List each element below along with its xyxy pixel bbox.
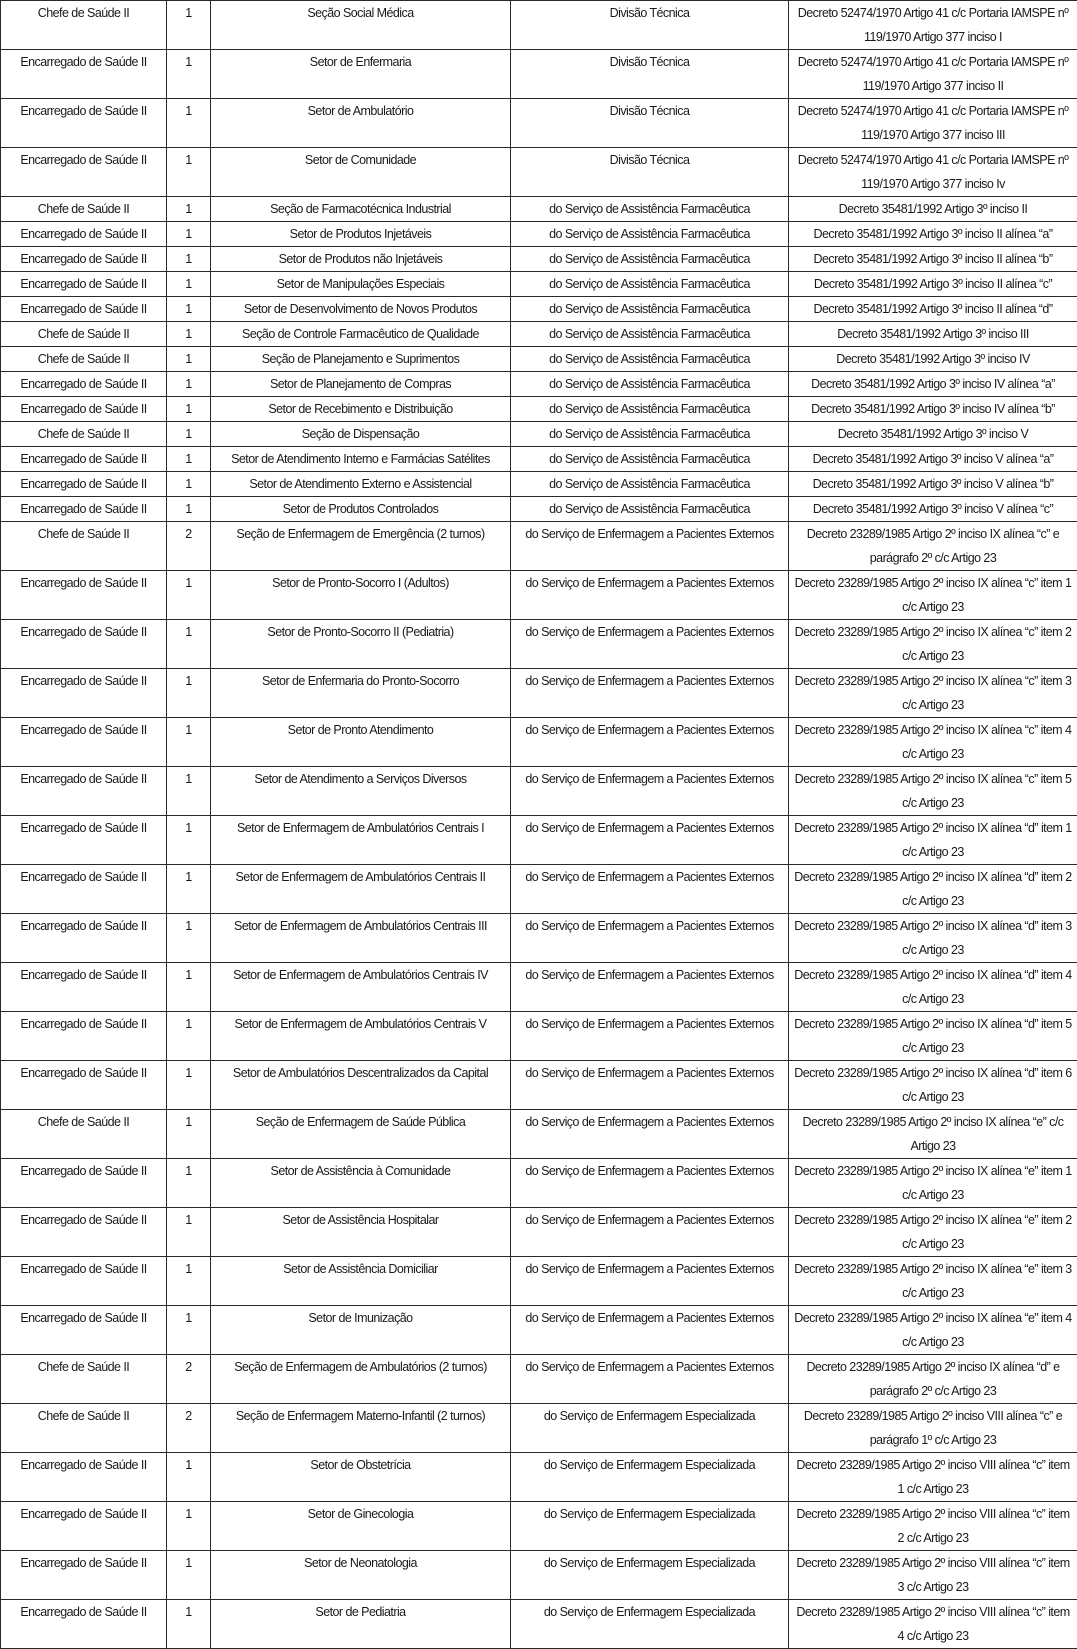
cell-quantidade: 1 bbox=[167, 620, 211, 669]
cell-unidade: Seção Social Médica bbox=[211, 1, 511, 50]
cell-base-legal: Decreto 35481/1992 Artigo 3º inciso IV alínea “b” bbox=[789, 397, 1077, 422]
cell-cargo: Encarregado de Saúde II bbox=[1, 1453, 167, 1502]
table-row bbox=[1, 50, 1077, 99]
cell-base-legal: Decreto 35481/1992 Artigo 3º inciso II alínea “b” bbox=[789, 247, 1077, 272]
cell-quantidade: 1 bbox=[167, 1257, 211, 1306]
cell-base-legal: Decreto 23289/1985 Artigo 2º inciso IX alínea “d” item 1 c/c Artigo 23 bbox=[789, 816, 1077, 865]
cell-quantidade: 1 bbox=[167, 148, 211, 197]
table-row bbox=[1, 963, 1077, 1012]
cell-quantidade: 1 bbox=[167, 1061, 211, 1110]
cell-quantidade: 1 bbox=[167, 865, 211, 914]
cell-base-legal: Decreto 23289/1985 Artigo 2º inciso IX alínea “c” item 5 c/c Artigo 23 bbox=[789, 767, 1077, 816]
cell-unidade: Seção de Enfermagem Materno-Infantil (2 turnos) bbox=[211, 1404, 511, 1453]
table-row bbox=[1, 99, 1077, 148]
cell-base-legal: Decreto 23289/1985 Artigo 2º inciso IX alínea “d” e parágrafo 2º c/c Artigo 23 bbox=[789, 1355, 1077, 1404]
cell-quantidade: 1 bbox=[167, 472, 211, 497]
cell-cargo: Encarregado de Saúde II bbox=[1, 1012, 167, 1061]
cell-cargo: Encarregado de Saúde II bbox=[1, 50, 167, 99]
cell-quantidade: 2 bbox=[167, 1355, 211, 1404]
cell-subordinacao: do Serviço de Assistência Farmacêutica bbox=[511, 397, 789, 422]
table-row bbox=[1, 272, 1077, 297]
cell-unidade: Setor de Imunização bbox=[211, 1306, 511, 1355]
table-row bbox=[1, 522, 1077, 571]
cell-subordinacao: do Serviço de Enfermagem a Pacientes Externos bbox=[511, 669, 789, 718]
cell-cargo: Encarregado de Saúde II bbox=[1, 1600, 167, 1649]
cell-base-legal: Decreto 35481/1992 Artigo 3º inciso V alínea “c” bbox=[789, 497, 1077, 522]
cell-subordinacao: do Serviço de Enfermagem a Pacientes Externos bbox=[511, 522, 789, 571]
cell-unidade: Setor de Enfermaria do Pronto-Socorro bbox=[211, 669, 511, 718]
table-row bbox=[1, 472, 1077, 497]
cell-cargo: Encarregado de Saúde II bbox=[1, 397, 167, 422]
cell-unidade: Setor de Enfermaria bbox=[211, 50, 511, 99]
cell-quantidade: 1 bbox=[167, 816, 211, 865]
cell-subordinacao: do Serviço de Assistência Farmacêutica bbox=[511, 197, 789, 222]
cell-base-legal: Decreto 52474/1970 Artigo 41 c/c Portaria IAMSPE nº 119/1970 Artigo 377 inciso III bbox=[789, 99, 1077, 148]
table-row bbox=[1, 222, 1077, 247]
cell-quantidade: 1 bbox=[167, 422, 211, 447]
cell-unidade: Seção de Enfermagem de Saúde Pública bbox=[211, 1110, 511, 1159]
cell-cargo: Encarregado de Saúde II bbox=[1, 963, 167, 1012]
cell-cargo: Encarregado de Saúde II bbox=[1, 816, 167, 865]
cell-subordinacao: do Serviço de Enfermagem Especializada bbox=[511, 1600, 789, 1649]
cell-cargo: Encarregado de Saúde II bbox=[1, 148, 167, 197]
cell-unidade: Setor de Pronto Atendimento bbox=[211, 718, 511, 767]
table-row bbox=[1, 1551, 1077, 1600]
cell-subordinacao: do Serviço de Enfermagem a Pacientes Externos bbox=[511, 1355, 789, 1404]
cell-quantidade: 1 bbox=[167, 718, 211, 767]
cell-unidade: Setor de Atendimento a Serviços Diversos bbox=[211, 767, 511, 816]
cell-subordinacao: do Serviço de Enfermagem Especializada bbox=[511, 1453, 789, 1502]
cell-quantidade: 1 bbox=[167, 247, 211, 272]
table-row bbox=[1, 497, 1077, 522]
table-body bbox=[1, 1, 1077, 1649]
cell-cargo: Encarregado de Saúde II bbox=[1, 372, 167, 397]
cell-base-legal: Decreto 35481/1992 Artigo 3º inciso V alínea “a” bbox=[789, 447, 1077, 472]
cell-quantidade: 1 bbox=[167, 1551, 211, 1600]
cell-subordinacao: do Serviço de Enfermagem a Pacientes Externos bbox=[511, 1257, 789, 1306]
cell-quantidade: 1 bbox=[167, 197, 211, 222]
cell-unidade: Setor de Assistência Domiciliar bbox=[211, 1257, 511, 1306]
cell-unidade: Setor de Comunidade bbox=[211, 148, 511, 197]
cell-subordinacao: do Serviço de Enfermagem a Pacientes Externos bbox=[511, 1159, 789, 1208]
cell-cargo: Encarregado de Saúde II bbox=[1, 1306, 167, 1355]
cell-unidade: Setor de Ambulatórios Descentralizados da Capital bbox=[211, 1061, 511, 1110]
cell-unidade: Setor de Enfermagem de Ambulatórios Centrais I bbox=[211, 816, 511, 865]
cell-unidade: Seção de Controle Farmacêutico de Qualidade bbox=[211, 322, 511, 347]
cell-subordinacao: do Serviço de Enfermagem a Pacientes Externos bbox=[511, 963, 789, 1012]
cell-quantidade: 1 bbox=[167, 297, 211, 322]
cell-subordinacao: do Serviço de Enfermagem a Pacientes Externos bbox=[511, 718, 789, 767]
cell-quantidade: 1 bbox=[167, 571, 211, 620]
cell-base-legal: Decreto 35481/1992 Artigo 3º inciso II alínea “a” bbox=[789, 222, 1077, 247]
cell-unidade: Setor de Enfermagem de Ambulatórios Centrais IV bbox=[211, 963, 511, 1012]
cell-subordinacao: do Serviço de Enfermagem a Pacientes Externos bbox=[511, 1110, 789, 1159]
cell-cargo: Chefe de Saúde II bbox=[1, 1404, 167, 1453]
cell-cargo: Encarregado de Saúde II bbox=[1, 865, 167, 914]
cell-unidade: Setor de Ginecologia bbox=[211, 1502, 511, 1551]
cell-base-legal: Decreto 23289/1985 Artigo 2º inciso IX alínea “e” item 3 c/c Artigo 23 bbox=[789, 1257, 1077, 1306]
cell-quantidade: 1 bbox=[167, 1, 211, 50]
table-row bbox=[1, 1159, 1077, 1208]
table-row bbox=[1, 1306, 1077, 1355]
cell-subordinacao: do Serviço de Assistência Farmacêutica bbox=[511, 472, 789, 497]
cell-cargo: Encarregado de Saúde II bbox=[1, 472, 167, 497]
cell-quantidade: 1 bbox=[167, 669, 211, 718]
cell-subordinacao: do Serviço de Assistência Farmacêutica bbox=[511, 247, 789, 272]
table-row bbox=[1, 571, 1077, 620]
cell-cargo: Encarregado de Saúde II bbox=[1, 718, 167, 767]
cell-unidade: Setor de Pronto-Socorro I (Adultos) bbox=[211, 571, 511, 620]
cell-unidade: Setor de Manipulações Especiais bbox=[211, 272, 511, 297]
cell-base-legal: Decreto 35481/1992 Artigo 3º inciso V alínea “b” bbox=[789, 472, 1077, 497]
table-row bbox=[1, 1110, 1077, 1159]
cell-unidade: Setor de Atendimento Interno e Farmácias Satélites bbox=[211, 447, 511, 472]
cell-base-legal: Decreto 23289/1985 Artigo 2º inciso IX alínea “d” item 2 c/c Artigo 23 bbox=[789, 865, 1077, 914]
table-row bbox=[1, 1453, 1077, 1502]
cell-cargo: Chefe de Saúde II bbox=[1, 522, 167, 571]
cell-quantidade: 1 bbox=[167, 1110, 211, 1159]
cell-subordinacao: do Serviço de Enfermagem a Pacientes Externos bbox=[511, 571, 789, 620]
cell-subordinacao: do Serviço de Enfermagem Especializada bbox=[511, 1404, 789, 1453]
cell-base-legal: Decreto 52474/1970 Artigo 41 c/c Portaria IAMSPE nº 119/1970 Artigo 377 inciso II bbox=[789, 50, 1077, 99]
cell-quantidade: 1 bbox=[167, 497, 211, 522]
cell-cargo: Encarregado de Saúde II bbox=[1, 222, 167, 247]
cell-subordinacao: do Serviço de Assistência Farmacêutica bbox=[511, 272, 789, 297]
cell-cargo: Encarregado de Saúde II bbox=[1, 1061, 167, 1110]
cell-unidade: Setor de Pronto-Socorro II (Pediatria) bbox=[211, 620, 511, 669]
cell-quantidade: 1 bbox=[167, 1306, 211, 1355]
cell-subordinacao: do Serviço de Assistência Farmacêutica bbox=[511, 497, 789, 522]
cell-quantidade: 1 bbox=[167, 1208, 211, 1257]
cell-base-legal: Decreto 52474/1970 Artigo 41 c/c Portaria IAMSPE nº 119/1970 Artigo 377 inciso I bbox=[789, 1, 1077, 50]
cell-subordinacao: do Serviço de Assistência Farmacêutica bbox=[511, 222, 789, 247]
table-row bbox=[1, 247, 1077, 272]
cell-subordinacao: do Serviço de Enfermagem a Pacientes Externos bbox=[511, 1306, 789, 1355]
cell-base-legal: Decreto 52474/1970 Artigo 41 c/c Portaria IAMSPE nº 119/1970 Artigo 377 inciso Iv bbox=[789, 148, 1077, 197]
table-row bbox=[1, 1, 1077, 50]
cell-unidade: Setor de Produtos não Injetáveis bbox=[211, 247, 511, 272]
cell-unidade: Setor de Produtos Injetáveis bbox=[211, 222, 511, 247]
cell-base-legal: Decreto 35481/1992 Artigo 3º inciso III bbox=[789, 322, 1077, 347]
table-row bbox=[1, 1257, 1077, 1306]
cell-subordinacao: do Serviço de Assistência Farmacêutica bbox=[511, 322, 789, 347]
cell-quantidade: 1 bbox=[167, 1502, 211, 1551]
cell-quantidade: 1 bbox=[167, 372, 211, 397]
cell-cargo: Chefe de Saúde II bbox=[1, 1110, 167, 1159]
cell-cargo: Encarregado de Saúde II bbox=[1, 247, 167, 272]
cell-quantidade: 1 bbox=[167, 914, 211, 963]
cell-unidade: Setor de Enfermagem de Ambulatórios Centrais II bbox=[211, 865, 511, 914]
cell-unidade: Seção de Planejamento e Suprimentos bbox=[211, 347, 511, 372]
cell-base-legal: Decreto 23289/1985 Artigo 2º inciso IX alínea “d” item 4 c/c Artigo 23 bbox=[789, 963, 1077, 1012]
table-row bbox=[1, 620, 1077, 669]
cell-quantidade: 2 bbox=[167, 522, 211, 571]
cell-base-legal: Decreto 23289/1985 Artigo 2º inciso VIII alínea “c” item 1 c/c Artigo 23 bbox=[789, 1453, 1077, 1502]
cell-unidade: Setor de Obstetrícia bbox=[211, 1453, 511, 1502]
table-row bbox=[1, 1600, 1077, 1649]
cell-base-legal: Decreto 23289/1985 Artigo 2º inciso VIII alínea “c” item 3 c/c Artigo 23 bbox=[789, 1551, 1077, 1600]
cell-base-legal: Decreto 35481/1992 Artigo 3º inciso II alínea “d” bbox=[789, 297, 1077, 322]
cell-base-legal: Decreto 35481/1992 Artigo 3º inciso II bbox=[789, 197, 1077, 222]
cell-unidade: Setor de Pediatria bbox=[211, 1600, 511, 1649]
cell-quantidade: 1 bbox=[167, 50, 211, 99]
cell-unidade: Setor de Planejamento de Compras bbox=[211, 372, 511, 397]
cell-quantidade: 1 bbox=[167, 1012, 211, 1061]
table-row bbox=[1, 447, 1077, 472]
cell-base-legal: Decreto 23289/1985 Artigo 2º inciso VIII alínea “c” e parágrafo 1º c/c Artigo 23 bbox=[789, 1404, 1077, 1453]
table-row bbox=[1, 1502, 1077, 1551]
cell-cargo: Encarregado de Saúde II bbox=[1, 497, 167, 522]
cell-cargo: Chefe de Saúde II bbox=[1, 322, 167, 347]
cell-base-legal: Decreto 23289/1985 Artigo 2º inciso IX alínea “e” item 4 c/c Artigo 23 bbox=[789, 1306, 1077, 1355]
cell-subordinacao: Divisão Técnica bbox=[511, 50, 789, 99]
cell-base-legal: Decreto 23289/1985 Artigo 2º inciso IX alínea “c” item 3 c/c Artigo 23 bbox=[789, 669, 1077, 718]
cell-base-legal: Decreto 23289/1985 Artigo 2º inciso IX alínea “d” item 5 c/c Artigo 23 bbox=[789, 1012, 1077, 1061]
cell-unidade: Setor de Neonatologia bbox=[211, 1551, 511, 1600]
cell-subordinacao: do Serviço de Enfermagem a Pacientes Externos bbox=[511, 914, 789, 963]
cell-subordinacao: do Serviço de Enfermagem a Pacientes Externos bbox=[511, 816, 789, 865]
cell-base-legal: Decreto 35481/1992 Artigo 3º inciso IV bbox=[789, 347, 1077, 372]
cell-cargo: Chefe de Saúde II bbox=[1, 422, 167, 447]
cell-cargo: Encarregado de Saúde II bbox=[1, 914, 167, 963]
cell-unidade: Seção de Enfermagem de Emergência (2 turnos) bbox=[211, 522, 511, 571]
table-row bbox=[1, 914, 1077, 963]
cell-quantidade: 1 bbox=[167, 397, 211, 422]
table-row bbox=[1, 767, 1077, 816]
cell-cargo: Chefe de Saúde II bbox=[1, 347, 167, 372]
cell-subordinacao: do Serviço de Enfermagem Especializada bbox=[511, 1551, 789, 1600]
cell-quantidade: 1 bbox=[167, 99, 211, 148]
cell-base-legal: Decreto 23289/1985 Artigo 2º inciso IX alínea “e” item 1 c/c Artigo 23 bbox=[789, 1159, 1077, 1208]
table-row bbox=[1, 1355, 1077, 1404]
cell-quantidade: 1 bbox=[167, 222, 211, 247]
cell-subordinacao: do Serviço de Assistência Farmacêutica bbox=[511, 347, 789, 372]
cell-cargo: Encarregado de Saúde II bbox=[1, 272, 167, 297]
cell-subordinacao: do Serviço de Enfermagem Especializada bbox=[511, 1502, 789, 1551]
cell-cargo: Encarregado de Saúde II bbox=[1, 1551, 167, 1600]
cell-base-legal: Decreto 23289/1985 Artigo 2º inciso IX alínea “c” item 1 c/c Artigo 23 bbox=[789, 571, 1077, 620]
cell-cargo: Encarregado de Saúde II bbox=[1, 99, 167, 148]
cell-cargo: Encarregado de Saúde II bbox=[1, 1257, 167, 1306]
cell-cargo: Encarregado de Saúde II bbox=[1, 1502, 167, 1551]
table-row bbox=[1, 1061, 1077, 1110]
cell-quantidade: 1 bbox=[167, 1600, 211, 1649]
cell-cargo: Encarregado de Saúde II bbox=[1, 1159, 167, 1208]
cell-quantidade: 1 bbox=[167, 767, 211, 816]
cell-quantidade: 1 bbox=[167, 447, 211, 472]
table-row bbox=[1, 865, 1077, 914]
table-row bbox=[1, 397, 1077, 422]
cell-quantidade: 1 bbox=[167, 322, 211, 347]
cell-quantidade: 1 bbox=[167, 963, 211, 1012]
cell-unidade: Setor de Recebimento e Distribuição bbox=[211, 397, 511, 422]
cell-subordinacao: do Serviço de Assistência Farmacêutica bbox=[511, 297, 789, 322]
cell-quantidade: 2 bbox=[167, 1404, 211, 1453]
cell-unidade: Setor de Produtos Controlados bbox=[211, 497, 511, 522]
cell-subordinacao: do Serviço de Assistência Farmacêutica bbox=[511, 447, 789, 472]
cell-subordinacao: do Serviço de Enfermagem a Pacientes Externos bbox=[511, 767, 789, 816]
table-row bbox=[1, 297, 1077, 322]
cell-subordinacao: Divisão Técnica bbox=[511, 1, 789, 50]
table-row bbox=[1, 422, 1077, 447]
cell-unidade: Setor de Assistência à Comunidade bbox=[211, 1159, 511, 1208]
cell-subordinacao: do Serviço de Enfermagem a Pacientes Externos bbox=[511, 1208, 789, 1257]
cell-unidade: Setor de Desenvolvimento de Novos Produtos bbox=[211, 297, 511, 322]
table-row bbox=[1, 148, 1077, 197]
cell-base-legal: Decreto 23289/1985 Artigo 2º inciso IX alínea “c” item 4 c/c Artigo 23 bbox=[789, 718, 1077, 767]
cell-quantidade: 1 bbox=[167, 1159, 211, 1208]
cell-cargo: Encarregado de Saúde II bbox=[1, 620, 167, 669]
table-row bbox=[1, 1208, 1077, 1257]
table-row bbox=[1, 347, 1077, 372]
cell-base-legal: Decreto 23289/1985 Artigo 2º inciso IX alínea “d” item 6 c/c Artigo 23 bbox=[789, 1061, 1077, 1110]
table-row bbox=[1, 718, 1077, 767]
cell-base-legal: Decreto 23289/1985 Artigo 2º inciso IX alínea “c” item 2 c/c Artigo 23 bbox=[789, 620, 1077, 669]
cell-base-legal: Decreto 23289/1985 Artigo 2º inciso IX alínea “c” e parágrafo 2º c/c Artigo 23 bbox=[789, 522, 1077, 571]
cell-cargo: Encarregado de Saúde II bbox=[1, 1208, 167, 1257]
cell-cargo: Chefe de Saúde II bbox=[1, 1355, 167, 1404]
cell-subordinacao: do Serviço de Enfermagem a Pacientes Externos bbox=[511, 1012, 789, 1061]
cell-base-legal: Decreto 35481/1992 Artigo 3º inciso V bbox=[789, 422, 1077, 447]
cell-unidade: Setor de Enfermagem de Ambulatórios Centrais III bbox=[211, 914, 511, 963]
table-row bbox=[1, 197, 1077, 222]
table-row bbox=[1, 669, 1077, 718]
cell-unidade: Setor de Atendimento Externo e Assistencial bbox=[211, 472, 511, 497]
table-row bbox=[1, 816, 1077, 865]
cell-unidade: Seção de Farmacotécnica Industrial bbox=[211, 197, 511, 222]
cell-cargo: Chefe de Saúde II bbox=[1, 197, 167, 222]
cell-quantidade: 1 bbox=[167, 272, 211, 297]
table-row bbox=[1, 372, 1077, 397]
cell-cargo: Encarregado de Saúde II bbox=[1, 669, 167, 718]
cell-cargo: Encarregado de Saúde II bbox=[1, 447, 167, 472]
cell-unidade: Setor de Assistência Hospitalar bbox=[211, 1208, 511, 1257]
table-row bbox=[1, 1012, 1077, 1061]
table-row bbox=[1, 1404, 1077, 1453]
cell-subordinacao: Divisão Técnica bbox=[511, 99, 789, 148]
cell-base-legal: Decreto 35481/1992 Artigo 3º inciso IV alínea “a” bbox=[789, 372, 1077, 397]
cell-base-legal: Decreto 35481/1992 Artigo 3º inciso II alínea “c” bbox=[789, 272, 1077, 297]
cell-base-legal: Decreto 23289/1985 Artigo 2º inciso IX alínea “e” c/c Artigo 23 bbox=[789, 1110, 1077, 1159]
cell-cargo: Chefe de Saúde II bbox=[1, 1, 167, 50]
cell-base-legal: Decreto 23289/1985 Artigo 2º inciso VIII alínea “c” item 2 c/c Artigo 23 bbox=[789, 1502, 1077, 1551]
cell-subordinacao: do Serviço de Assistência Farmacêutica bbox=[511, 372, 789, 397]
cell-subordinacao: do Serviço de Assistência Farmacêutica bbox=[511, 422, 789, 447]
cell-subordinacao: do Serviço de Enfermagem a Pacientes Externos bbox=[511, 620, 789, 669]
cell-subordinacao: do Serviço de Enfermagem a Pacientes Externos bbox=[511, 865, 789, 914]
cell-unidade: Setor de Ambulatório bbox=[211, 99, 511, 148]
cell-unidade: Setor de Enfermagem de Ambulatórios Centrais V bbox=[211, 1012, 511, 1061]
cell-quantidade: 1 bbox=[167, 1453, 211, 1502]
cell-base-legal: Decreto 23289/1985 Artigo 2º inciso IX alínea “d” item 3 c/c Artigo 23 bbox=[789, 914, 1077, 963]
table-row bbox=[1, 322, 1077, 347]
cell-unidade: Seção de Dispensação bbox=[211, 422, 511, 447]
cell-cargo: Encarregado de Saúde II bbox=[1, 767, 167, 816]
cell-cargo: Encarregado de Saúde II bbox=[1, 571, 167, 620]
cell-base-legal: Decreto 23289/1985 Artigo 2º inciso VIII alínea “c” item 4 c/c Artigo 23 bbox=[789, 1600, 1077, 1649]
cell-subordinacao: Divisão Técnica bbox=[511, 148, 789, 197]
cell-cargo: Encarregado de Saúde II bbox=[1, 297, 167, 322]
cell-subordinacao: do Serviço de Enfermagem a Pacientes Externos bbox=[511, 1061, 789, 1110]
cell-base-legal: Decreto 23289/1985 Artigo 2º inciso IX alínea “e” item 2 c/c Artigo 23 bbox=[789, 1208, 1077, 1257]
cell-quantidade: 1 bbox=[167, 347, 211, 372]
cell-unidade: Seção de Enfermagem de Ambulatórios (2 turnos) bbox=[211, 1355, 511, 1404]
